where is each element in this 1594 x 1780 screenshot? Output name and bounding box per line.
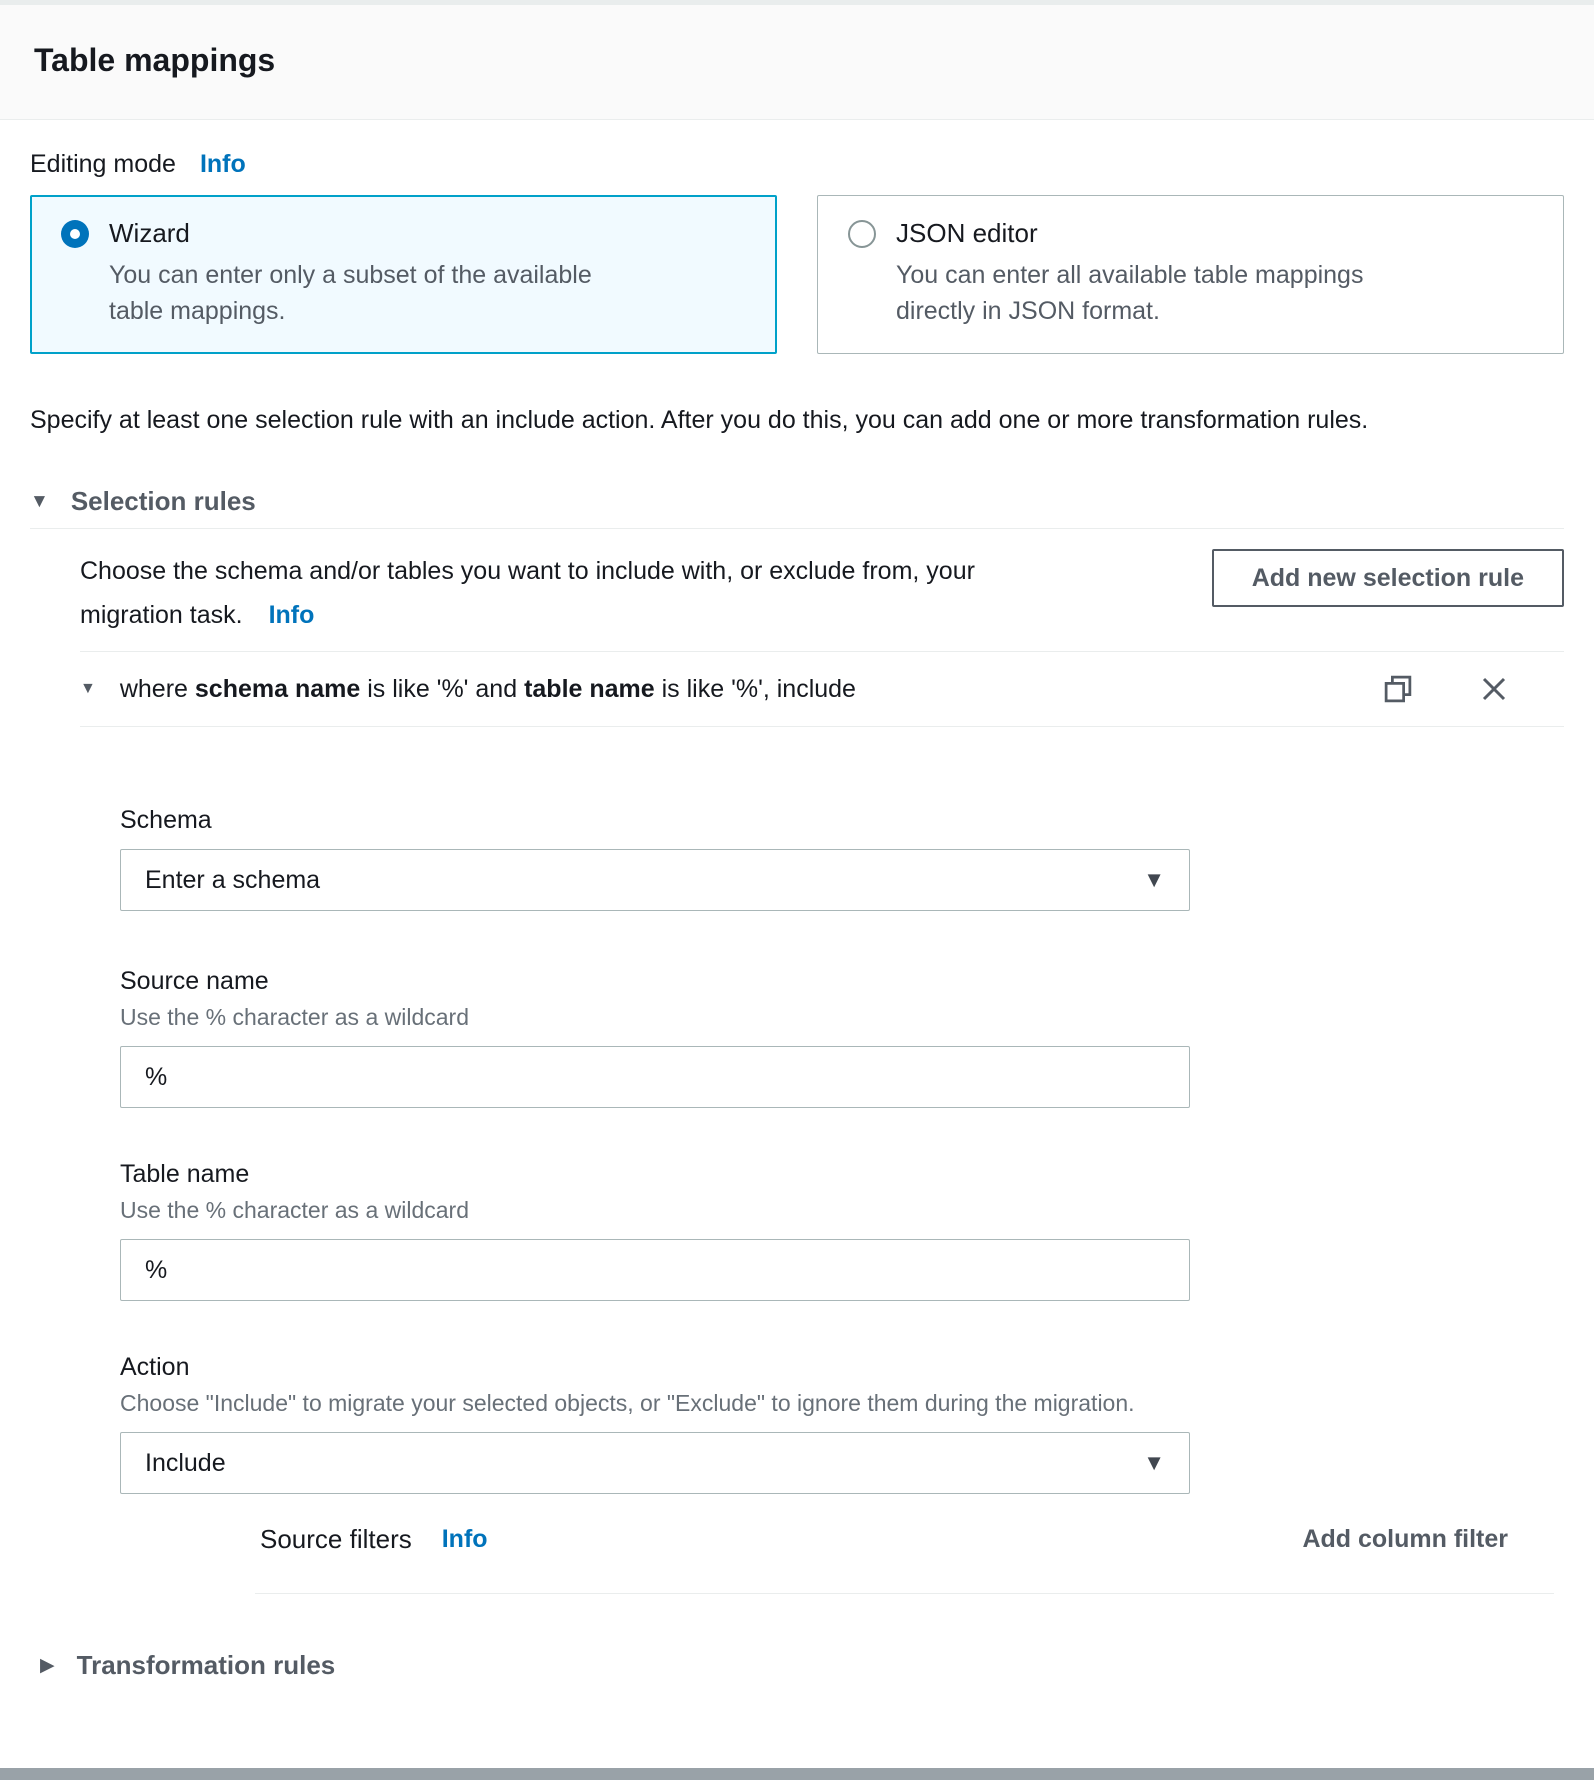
section-divider [30, 528, 1564, 529]
rule-form [120, 802, 1190, 1494]
editing-mode-label: Editing mode [30, 150, 176, 178]
transformation-rules-header[interactable] [30, 1646, 1564, 1684]
source-name-field [120, 963, 1190, 1108]
radio-unselected-icon[interactable] [848, 220, 876, 248]
wizard-option-card[interactable] [30, 195, 777, 354]
rule-summary-prefix: where [119, 674, 195, 703]
wizard-option-description: You can enter only a subset of the available table mappings. [109, 261, 592, 325]
page-title: Table mappings [34, 42, 276, 78]
schema-select-value: Enter a schema [145, 865, 321, 894]
editing-mode-info-link[interactable]: Info [199, 150, 246, 178]
selection-rules-header[interactable] [30, 482, 1564, 520]
rule-summary-schema-name: schema name [194, 674, 361, 703]
selection-rules-title: Selection rules [70, 486, 256, 516]
chevron-down-icon: ▼ [30, 490, 49, 512]
action-field [120, 1349, 1190, 1494]
panel-content [0, 150, 1594, 1684]
rule-bottom-divider [80, 726, 1564, 727]
add-column-filter-button[interactable]: Add column filter [1302, 1525, 1508, 1553]
source-name-label: Source name [120, 967, 269, 995]
table-name-label: Table name [120, 1160, 250, 1188]
json-editor-option-title-row [848, 218, 1533, 249]
close-icon [1479, 674, 1509, 704]
action-select[interactable] [120, 1432, 1190, 1494]
selection-rules-description-text: Choose the schema and/or tables you want to include with, or exclude from, your migration task. [80, 557, 975, 629]
action-select-value: Include [145, 1448, 226, 1477]
rule-header[interactable] [80, 652, 1564, 726]
editing-mode-row [30, 150, 1564, 179]
source-filters-info-link[interactable]: Info [441, 1525, 488, 1553]
chevron-down-icon: ▼ [1143, 1450, 1165, 1475]
rule-summary-table-name: table name [524, 674, 655, 703]
action-caption: Choose "Include" to migrate your selected objects, or "Exclude" to ignore them during the migration. [120, 1390, 1135, 1416]
rule-actions [1383, 674, 1509, 704]
chevron-right-icon: ▶ [40, 1654, 55, 1676]
selection-rules-description [80, 549, 1080, 637]
chevron-down-icon: ▼ [80, 680, 96, 697]
wizard-option-label: Wizard [109, 218, 190, 248]
panel-header [0, 5, 1594, 120]
transformation-rules-title: Transformation rules [76, 1650, 336, 1680]
json-editor-option-card[interactable] [817, 195, 1564, 354]
wizard-option-title-row [61, 218, 746, 249]
editing-mode-cards [30, 195, 1564, 354]
rule-summary [120, 675, 856, 704]
json-editor-option-description: You can enter all available table mappings directly in JSON format. [896, 261, 1364, 325]
table-name-field [120, 1156, 1190, 1301]
table-name-caption: Use the % character as a wildcard [120, 1197, 469, 1223]
json-editor-option-label: JSON editor [896, 218, 1038, 248]
rule-summary-suffix: is like '%', include [654, 674, 856, 703]
radio-selected-icon[interactable] [61, 220, 89, 248]
selection-rules-description-row [30, 549, 1564, 637]
table-name-input[interactable] [120, 1239, 1190, 1301]
schema-field [120, 802, 1190, 911]
source-filters-divider [255, 1593, 1554, 1594]
selection-rules-info-link[interactable]: Info [268, 601, 315, 629]
duplicate-icon [1383, 674, 1413, 704]
source-filters-row [260, 1524, 1564, 1555]
schema-select[interactable] [120, 849, 1190, 911]
intro-text: Specify at least one selection rule with an include action. After you do this, you can add one or more transformation rules. [30, 406, 1369, 434]
bottom-edge-bar [0, 1768, 1594, 1780]
remove-rule-button[interactable] [1479, 674, 1509, 704]
source-name-input[interactable] [120, 1046, 1190, 1108]
chevron-down-icon: ▼ [1143, 867, 1165, 892]
source-name-caption: Use the % character as a wildcard [120, 1004, 469, 1030]
source-filters-label: Source filters [260, 1524, 412, 1554]
duplicate-rule-button[interactable] [1383, 674, 1413, 704]
action-label: Action [120, 1353, 190, 1381]
add-selection-rule-button[interactable]: Add new selection rule [1212, 549, 1564, 607]
schema-label: Schema [120, 806, 212, 834]
rule-summary-mid: is like '%' and [360, 674, 525, 703]
